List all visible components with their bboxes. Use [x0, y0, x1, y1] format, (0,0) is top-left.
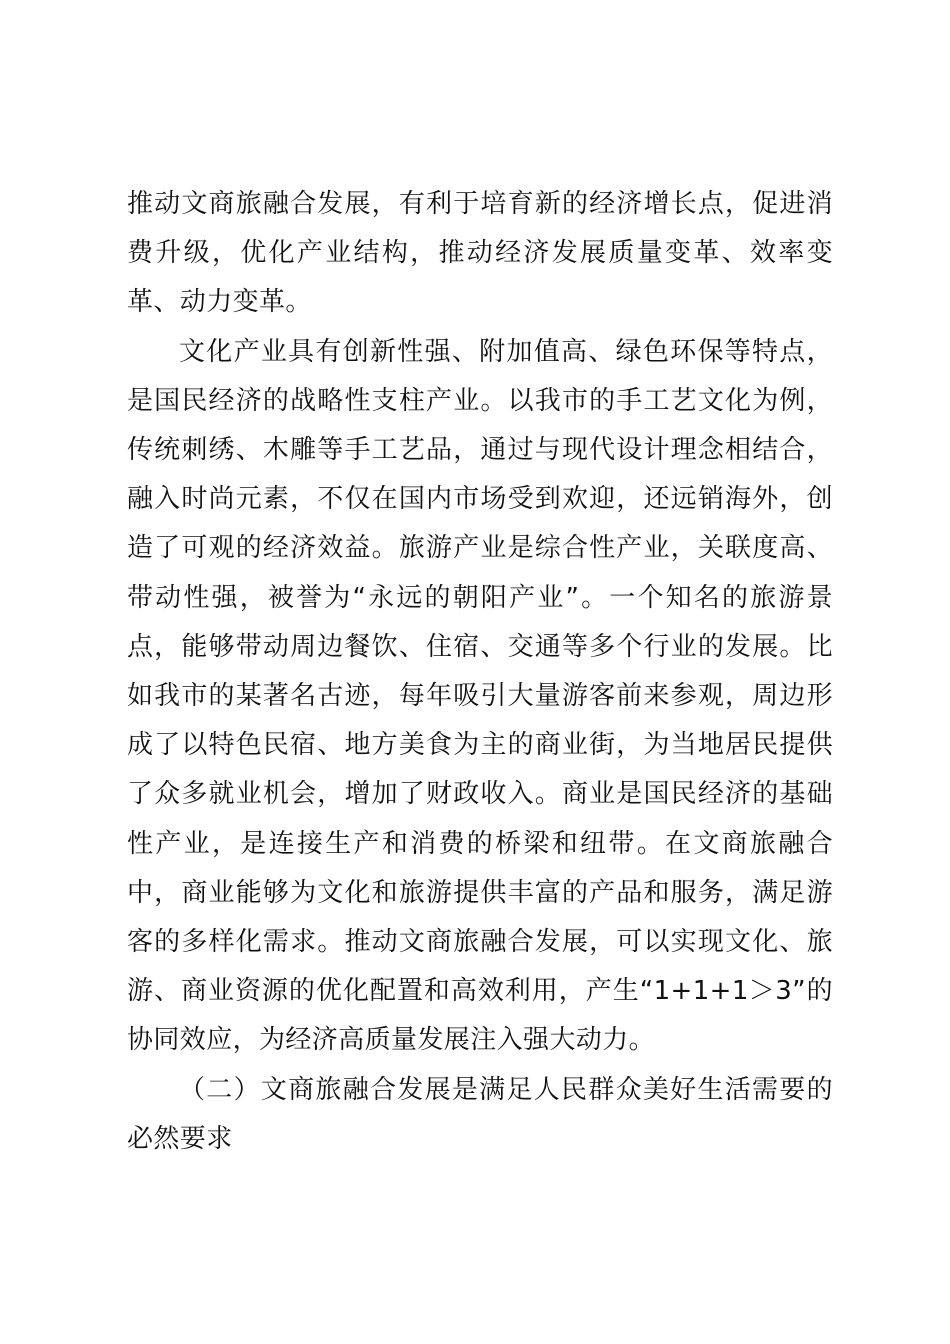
- paragraph-industries: 文化产业具有创新性强、附加值高、绿色环保等特点，是国民经济的战略性支柱产业。以我市的手工艺文化为例，传统刺绣、木雕等手工艺品，通过与现代设计理念相结合，融入时尚元素，不仅在国内市场受到欢迎，还远销海外，创造了可观的经济效益。旅游产业是综合性产业，关联度高、带动性强，被誉为“永远的朝阳产业”。一个知名的旅游景点，能够带动周边餐饮、住宿、交通等多个行业的发展。比如我市的某著名古迹，每年吸引大量游客前来参观，周边形成了以特色民宿、地方美食为主的商业街，为当地居民提供了众多就业机会，增加了财政收入。商业是国民经济的基础性产业，是连接生产和消费的桥梁和纽带。在文商旅融合中，商业能够为文化和旅游提供丰富的产品和服务，满足游客的多样化需求。推动文商旅融合发展，可以实现文化、旅游、商业资源的优化配置和高效利用，产生“1+1+1＞3”的协同效应，为经济高质量发展注入强大动力。: [127, 336, 833, 1056]
- document-body: [127, 180, 833, 1164]
- section-heading-2: （二）文商旅融合发展是满足人民群众美好生活需要的必然要求: [127, 1074, 833, 1154]
- paragraph-economic-growth: 推动文商旅融合发展，有利于培育新的经济增长点，促进消费升级，优化产业结构，推动经济发展质量变革、效率变革、动力变革。: [127, 189, 833, 318]
